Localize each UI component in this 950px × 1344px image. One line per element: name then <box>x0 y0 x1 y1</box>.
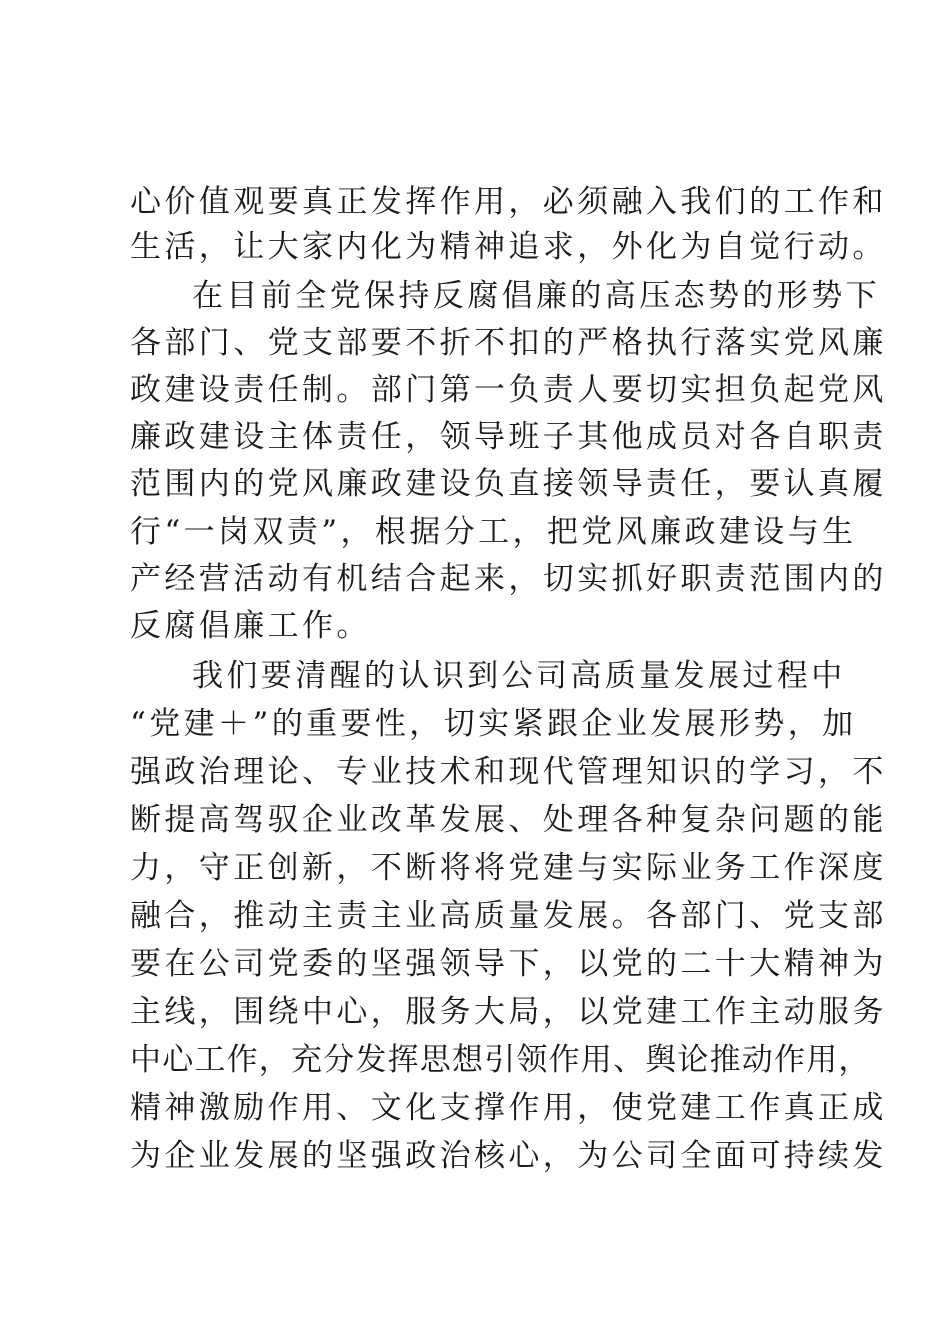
body-text-line: 范围内的党风廉政建设负直接领导责任，要认真履 <box>130 466 887 502</box>
body-text-line: 融合，推动主责主业高质量发展。各部门、党支部 <box>130 898 887 934</box>
body-text-line: 中心工作，充分发挥思想引领作用、舆论推动作用， <box>130 1042 871 1078</box>
body-text-line: 各部门、党支部要不折不扣的严格执行落实党风廉 <box>130 325 887 361</box>
body-text-line: 力，守正创新，不断将将党建与实际业务工作深度 <box>130 850 887 886</box>
body-text-line: “党建＋”的重要性，切实紧跟企业发展形势，加 <box>130 706 857 742</box>
body-text-line: 产经营活动有机结合起来，切实抓好职责范围内的 <box>130 561 887 597</box>
body-text-line: 为企业发展的坚强政治核心，为公司全面可持续发 <box>130 1138 887 1174</box>
body-text-line: 廉政建设主体责任，领导班子其他成员对各自职责 <box>130 419 887 455</box>
body-text-line: 反腐倡廉工作。 <box>130 608 371 644</box>
body-text-line: 心价值观要真正发挥作用，必须融入我们的工作和 <box>130 184 887 220</box>
body-text-line: 要在公司党委的坚强领导下，以党的二十大精神为 <box>130 946 887 982</box>
body-text-line: 我们要清醒的认识到公司高质量发展过程中 <box>192 658 846 694</box>
body-text-line: 行“一岗双责”，根据分工，把党风廉政建设与生 <box>130 514 857 550</box>
body-text-line: 精神激励作用、文化支撑作用，使党建工作真正成 <box>130 1090 887 1126</box>
body-text-line: 在目前全党保持反腐倡廉的高压态势的形势下 <box>192 278 880 314</box>
body-text-line: 政建设责任制。部门第一负责人要切实担负起党风 <box>130 372 887 408</box>
body-text-line: 断提高驾驭企业改革发展、处理各种复杂问题的能 <box>130 802 887 838</box>
body-text-line: 主线，围绕中心，服务大局，以党建工作主动服务 <box>130 994 887 1030</box>
body-text-line: 强政治理论、专业技术和现代管理知识的学习，不 <box>130 754 887 790</box>
body-text-line: 生活，让大家内化为精神追求，外化为自觉行动。 <box>130 229 887 265</box>
